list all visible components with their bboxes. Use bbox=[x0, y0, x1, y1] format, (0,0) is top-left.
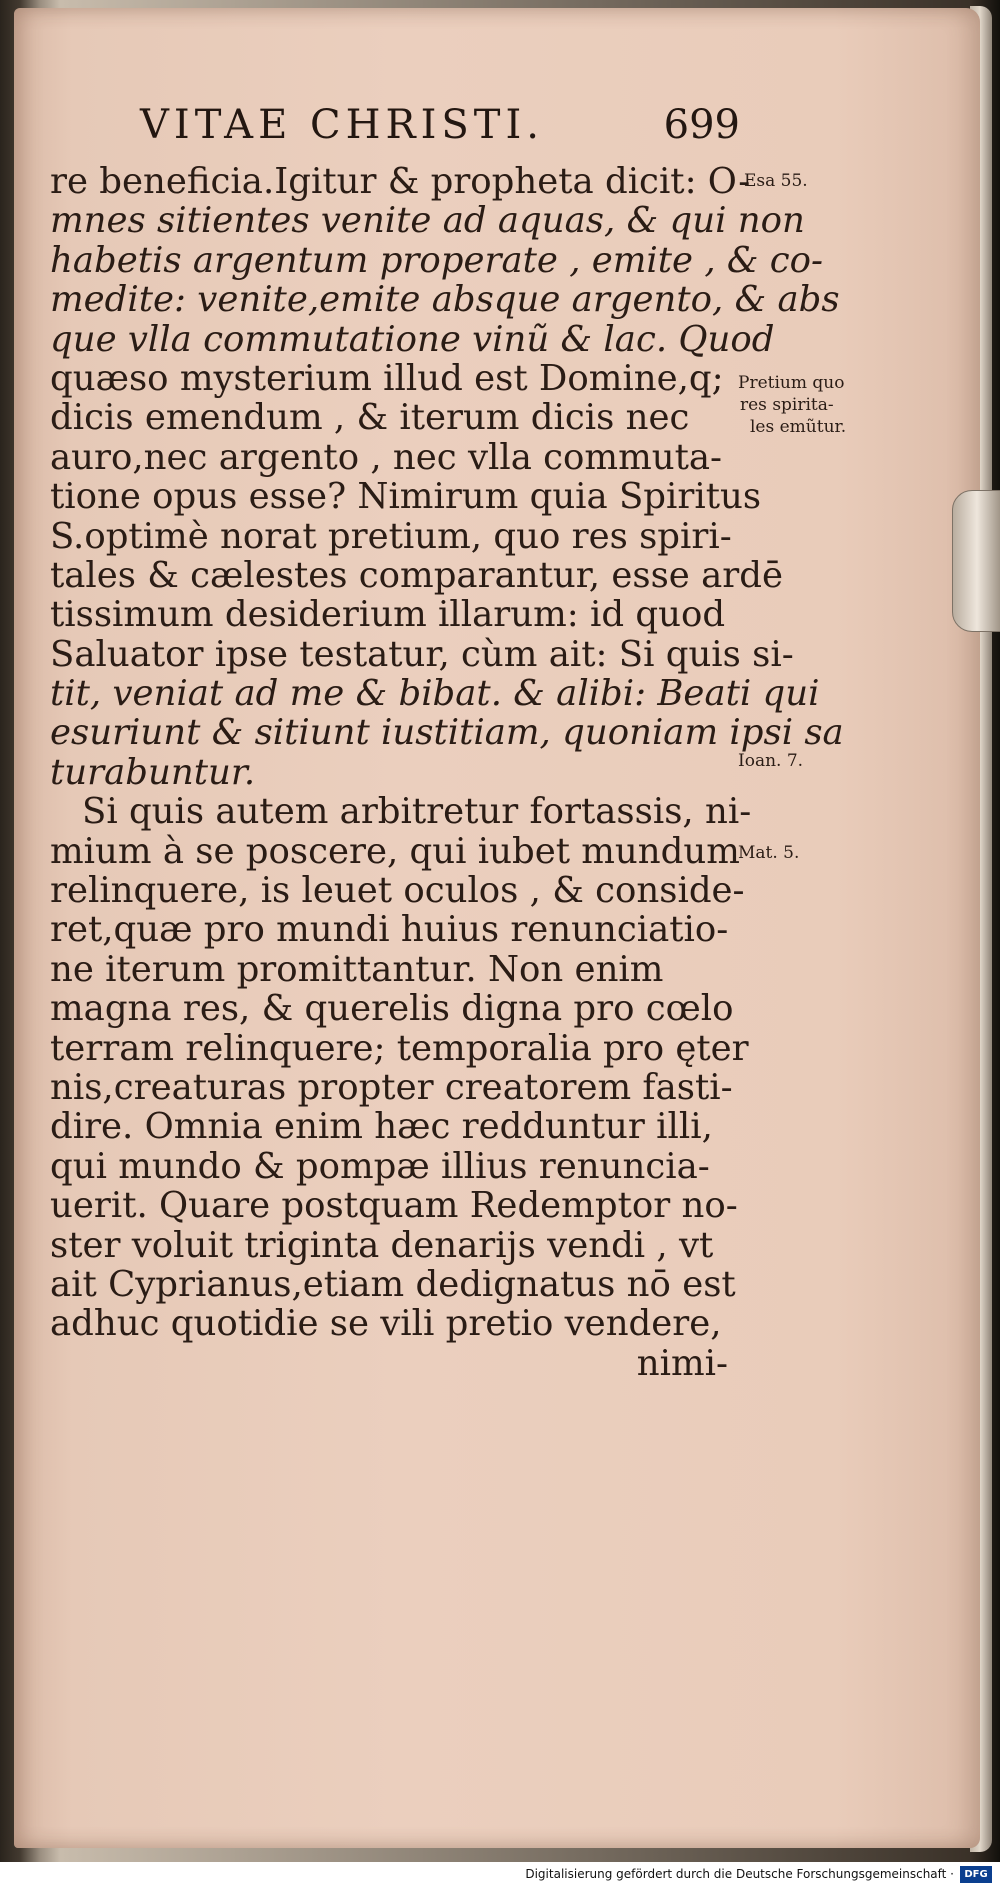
margin-note-esa: Esa 55. bbox=[744, 171, 808, 191]
text-line: auro,nec argento , nec vlla commuta- bbox=[50, 436, 723, 478]
text-line: qui mundo & pompæ illius renuncia- bbox=[50, 1145, 710, 1187]
text-line: Si quis autem arbitretur fortassis, ni- bbox=[82, 791, 752, 833]
text-line: esuriunt & sitiunt iustitiam, quoniam ipsi sa bbox=[50, 712, 844, 754]
text-line: turabuntur. bbox=[50, 751, 256, 793]
margin-note-line: res spirita- bbox=[740, 395, 834, 415]
text-line: adhuc quotidie se vili pretio vendere, bbox=[50, 1303, 722, 1345]
footer-bar bbox=[0, 1862, 1000, 1888]
text-line: Saluator ipse testatur, cùm ait: Si quis si- bbox=[50, 633, 794, 675]
footer-credit: Digitalisierung gefördert durch die Deutsche Forschungsgemeinschaft · bbox=[525, 1867, 954, 1881]
text-line: dire. Omnia enim hæc redduntur illi, bbox=[50, 1106, 713, 1148]
dfg-logo: DFG bbox=[960, 1866, 992, 1883]
book-clasp bbox=[952, 490, 1000, 632]
text-line: re beneficia.Igitur & propheta dicit: O- bbox=[50, 161, 751, 202]
text-line: S.optimè norat pretium, quo res spiri- bbox=[50, 515, 732, 557]
page-number: 699 bbox=[663, 102, 740, 148]
margin-note-pretium bbox=[738, 372, 846, 438]
text-line: ne iterum promittantur. Non enim bbox=[50, 948, 664, 990]
text-line: medite: venite,emite absque argento, & abs bbox=[50, 279, 840, 321]
margin-note-ioan: Ioan. 7. bbox=[738, 751, 804, 771]
margin-note-line: Pretium quo bbox=[738, 373, 845, 393]
margin-note-mat: Mat. 5. bbox=[738, 843, 800, 863]
text-line: habetis argentum properate , emite , & co- bbox=[50, 239, 824, 281]
catchword: nimi- bbox=[636, 1342, 728, 1384]
text-line: magna res, & querelis digna pro cœlo bbox=[50, 988, 734, 1030]
text-line: quæso mysterium illud est Domine,q; bbox=[50, 357, 724, 399]
text-line: dicis emendum , & iterum dicis nec bbox=[50, 397, 690, 439]
margin-note-line: les emũtur. bbox=[750, 417, 847, 437]
running-head bbox=[140, 102, 740, 158]
text-line: relinquere, is leuet oculos , & conside- bbox=[50, 870, 745, 912]
text-line: ret,quæ pro mundi huius renunciatio- bbox=[50, 909, 729, 951]
text-line: mium à se poscere, qui iubet mundum bbox=[50, 830, 740, 872]
text-line: ait Cyprianus,etiam dedignatus nō est bbox=[50, 1263, 736, 1305]
text-line: terram relinquere; temporalia pro ęter bbox=[50, 1027, 749, 1069]
text-line: tales & cælestes comparantur, esse ardē bbox=[50, 554, 783, 596]
text-line: ster voluit triginta denarijs vendi , vt bbox=[50, 1224, 714, 1266]
text-line: tissimum desiderium illarum: id quod bbox=[50, 594, 726, 636]
running-head-title: VITAE CHRISTI. bbox=[140, 102, 544, 148]
text-line: tit, veniat ad me & bibat. & alibi: Beati qui bbox=[50, 673, 820, 715]
text-line: mnes sitientes venite ad aquas, & qui non bbox=[50, 200, 805, 242]
text-line: nis,creaturas propter creatorem fasti- bbox=[50, 1066, 733, 1108]
text-line: tione opus esse? Nimirum quia Spiritus bbox=[50, 476, 762, 518]
text-line: que vlla commutatione vinũ & lac. Quod bbox=[50, 318, 775, 360]
text-line: uerit. Quare postquam Redemptor no- bbox=[50, 1185, 738, 1227]
